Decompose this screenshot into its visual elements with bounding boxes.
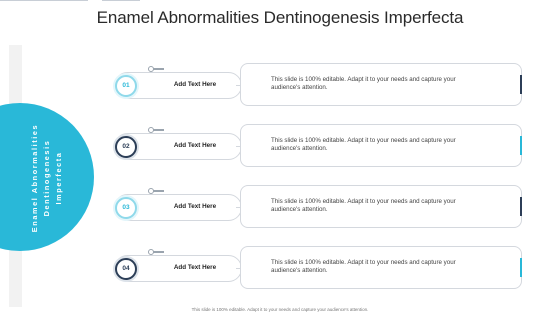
- item-accent-bar: [520, 258, 522, 277]
- item-description-box: [240, 246, 522, 289]
- item-title: Add Text Here: [173, 142, 217, 149]
- top-divider-right: [102, 0, 140, 1]
- item-number-badge: [115, 258, 137, 280]
- list-item: [0, 185, 560, 231]
- key-icon: [148, 127, 164, 133]
- item-number-badge: [115, 136, 137, 158]
- item-description-box: [240, 185, 522, 228]
- slide-title: Enamel Abnormalities Dentinogenesis Imperfecta: [96, 8, 464, 27]
- item-description: This slide is 100% editable. Adapt it to your needs and capture your audience's attention.: [271, 198, 456, 213]
- item-number: 01: [122, 82, 130, 89]
- item-title: Add Text Here: [173, 203, 217, 210]
- item-number: 02: [122, 143, 130, 150]
- item-description-box: [240, 63, 522, 106]
- list-item: [0, 63, 560, 109]
- top-divider-left: [0, 0, 88, 1]
- side-label-line-1: Enamel Abnormalities: [30, 123, 39, 233]
- item-description-box: [240, 124, 522, 167]
- item-number-badge: [115, 197, 137, 219]
- item-number: 03: [122, 204, 130, 211]
- key-icon: [148, 249, 164, 255]
- item-number: 04: [122, 265, 130, 272]
- item-accent-bar: [520, 136, 522, 155]
- key-icon: [148, 66, 164, 72]
- key-icon: [148, 188, 164, 194]
- list-item: [0, 246, 560, 292]
- item-description: This slide is 100% editable. Adapt it to your needs and capture your audience's attention.: [271, 259, 456, 274]
- side-label-line-2: Dentinogenesis: [42, 139, 51, 217]
- side-label-line-3: Imperfecta: [54, 151, 63, 205]
- footer-note: This slide is 100% editable. Adapt it to your needs and capture your audience's attention.: [191, 307, 369, 312]
- item-description: This slide is 100% editable. Adapt it to your needs and capture your audience's attention.: [271, 76, 456, 91]
- item-accent-bar: [520, 197, 522, 216]
- item-title: Add Text Here: [173, 81, 217, 88]
- item-number-badge: [115, 75, 137, 97]
- list-item: [0, 124, 560, 170]
- item-accent-bar: [520, 75, 522, 94]
- item-description: This slide is 100% editable. Adapt it to your needs and capture your audience's attention.: [271, 137, 456, 152]
- item-title: Add Text Here: [173, 264, 217, 271]
